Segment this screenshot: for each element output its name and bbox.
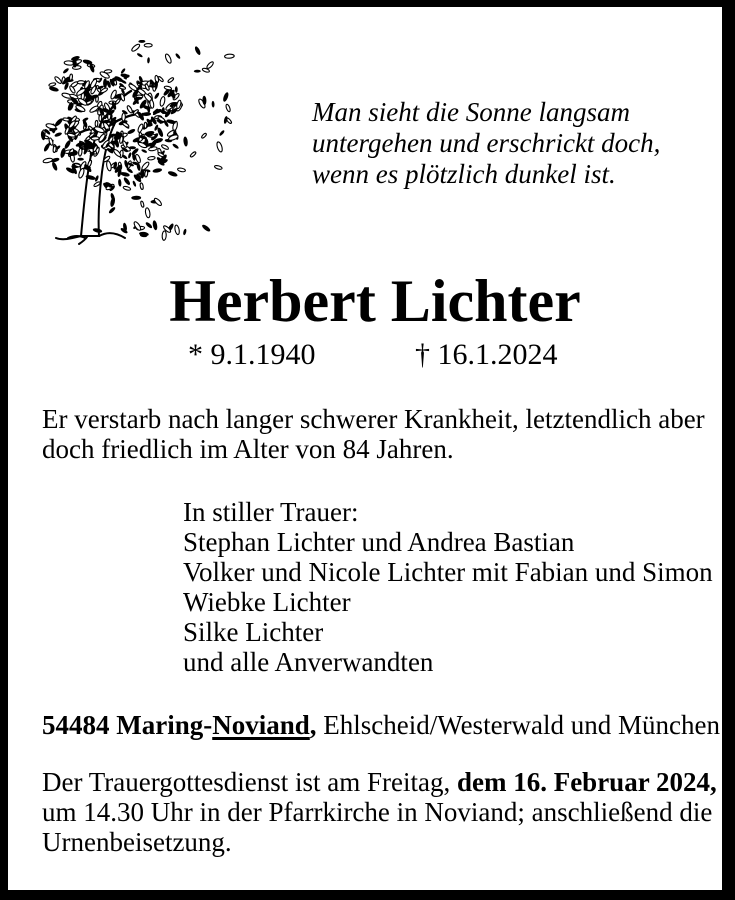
service-date-bold: dem 16. Februar 2024, bbox=[456, 767, 717, 797]
service-line: um 14.30 Uhr in der Pfarrkirche in Noviand; anschließend die bbox=[42, 797, 713, 827]
mourner: und alle Anverwandten bbox=[183, 647, 434, 677]
residence-line bbox=[42, 710, 720, 740]
quote-line: Man sieht die Sonne langsam bbox=[312, 97, 630, 127]
service-line: Urnenbeisetzung. bbox=[42, 827, 232, 857]
death-date: † 16.1.2024 bbox=[415, 338, 558, 371]
intro-paragraph bbox=[42, 404, 705, 464]
residence-other-places: Ehlscheid/Westerwald und München bbox=[316, 710, 721, 740]
mourner: Volker und Nicole Lichter mit Fabian und Simon bbox=[183, 557, 713, 587]
mourner: Wiebke Lichter bbox=[183, 587, 351, 617]
deceased-name: Herbert Lichter bbox=[169, 268, 581, 334]
intro-line: doch friedlich im Alter von 84 Jahren. bbox=[42, 434, 454, 464]
residence-postal-city: 54484 Maring- bbox=[42, 710, 213, 740]
quote-line: untergehen und erschrickt doch, bbox=[312, 128, 661, 158]
memorial-quote bbox=[312, 97, 660, 190]
windswept-tree-illustration bbox=[35, 40, 250, 245]
residence-underlined-part: Noviand bbox=[212, 710, 310, 740]
birth-date: * 9.1.1940 bbox=[188, 338, 316, 371]
service-intro: Der Trauergottesdienst ist am Freitag, bbox=[42, 767, 457, 797]
quote-line: wenn es plötzlich dunkel ist. bbox=[312, 159, 616, 189]
service-line bbox=[42, 767, 717, 797]
service-paragraph bbox=[42, 767, 717, 857]
mourning-list bbox=[183, 497, 713, 677]
mourner: Silke Lichter bbox=[183, 617, 324, 647]
residence-comma: , bbox=[309, 710, 317, 740]
notice-paper bbox=[8, 7, 722, 890]
mourning-heading: In stiller Trauer: bbox=[183, 497, 359, 527]
mourner: Stephan Lichter und Andrea Bastian bbox=[183, 527, 575, 557]
intro-line: Er verstarb nach langer schwerer Krankheit, letztendlich aber bbox=[42, 404, 705, 434]
